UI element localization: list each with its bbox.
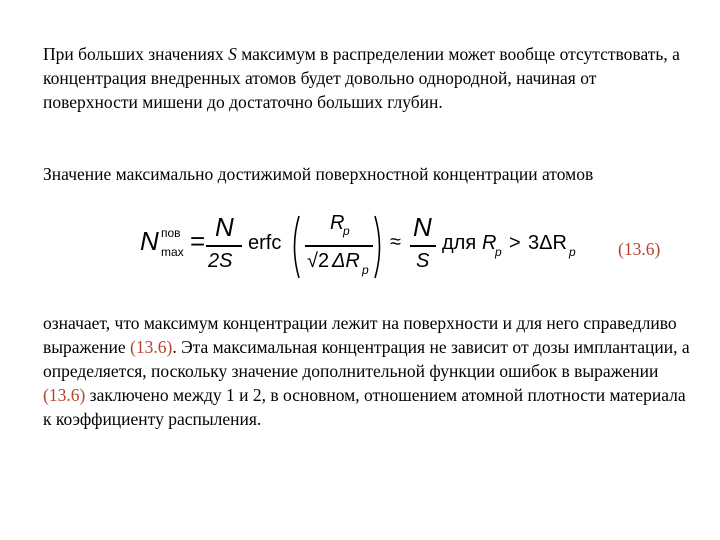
variable-s: S [228, 44, 237, 64]
formula-lhs-superscript: пов [161, 226, 181, 240]
equation-reference-1[interactable]: (13.6) [130, 337, 173, 357]
paragraph-3-text-c: заключено между 1 и 2, в основном, отношением атомной плотности материала к коэффициенту распыления. [43, 385, 686, 429]
fraction-2-denominator-sub: p [362, 263, 369, 277]
fraction-2-denominator-delta: ΔR [332, 250, 360, 272]
paragraph-1 [43, 42, 693, 114]
formula-equals: = [190, 226, 206, 256]
condition-rhs: 3ΔR [528, 232, 567, 254]
fraction-2-numerator-sub: p [343, 224, 350, 238]
formula-13-6 [140, 212, 700, 282]
fraction-2-denominator-sqrt: √2 [307, 250, 330, 272]
formula-lhs-subscript: max [161, 245, 184, 259]
equation-reference-2[interactable]: (13.6) [43, 385, 86, 405]
equation-number: (13.6) [618, 239, 661, 259]
formula-lhs-symbol: N [140, 226, 159, 256]
paragraph-3 [43, 311, 693, 431]
paragraph-2-text: Значение максимально достижимой поверхностной концентрации атомов [43, 164, 594, 184]
paragraph-3-text-b: . Эта максимальная концентрация не зависит от дозы имплантации, а определяется, поскольку значение дополнительной функции ошибок в выражении [43, 337, 690, 381]
fraction-1-numerator: N [215, 212, 234, 242]
paragraph-2 [43, 162, 693, 186]
paragraph-3-text-a: означает, что максимум концентрации лежит на поверхности и для него справедливо выражение [43, 313, 677, 357]
paragraph-1-text-a: При больших значениях [43, 44, 229, 64]
fraction-2-bar [305, 245, 373, 247]
fraction-3-numerator: N [413, 212, 432, 242]
condition-gt: > [509, 232, 521, 254]
paragraph-1-text-b: максимум в распределении может вообще отсутствовать, а концентрация внедренных атомов будет довольно однородной, начиная от поверхности мишени до достаточно больших глубин. [43, 44, 680, 112]
fraction-1-denominator: 2S [208, 250, 233, 272]
fraction-1-bar [206, 245, 242, 247]
condition-lhs-sub: p [495, 245, 502, 259]
formula-condition-word: для [442, 232, 477, 254]
condition-rhs-sub: p [569, 245, 576, 259]
fraction-2-numerator: R [330, 212, 345, 234]
condition-lhs: R [482, 232, 497, 254]
fraction-3-denominator: S [416, 250, 430, 272]
formula-approx: ≈ [390, 231, 401, 253]
fraction-3-bar [410, 245, 436, 247]
erfc-function: erfc [248, 232, 282, 254]
right-paren-icon [372, 214, 386, 280]
left-paren-icon [288, 214, 302, 280]
